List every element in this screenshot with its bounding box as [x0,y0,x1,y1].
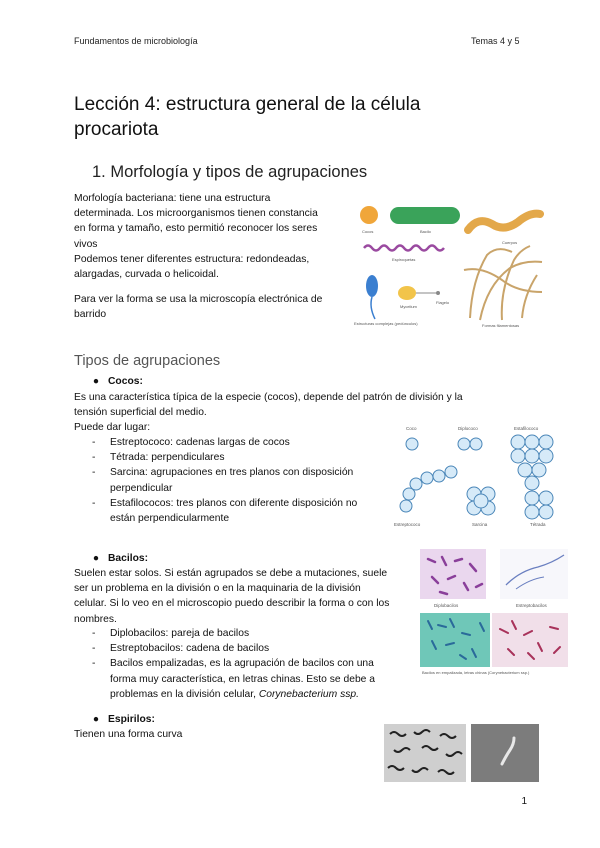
streptococcus-shape [400,466,457,512]
text-line: en forma y tamaño, esto permitió reconocer los seres [74,223,318,235]
bacillus-shape [390,207,460,224]
list-item: - Estreptobacilos: cadena de bacilos [92,641,412,656]
list-item: - Tétrada: perpendiculares [92,450,392,465]
text-line: Podemos tener diferentes estructura: redondeadas, [74,253,310,265]
figure-label: Cocos [362,229,374,234]
sarcina-shape [467,487,495,515]
coccus-shape [360,206,378,224]
text-line: Suelen estar solos. Si están agrupados se debe a mutaciones, suele [74,568,388,579]
figure-label: Flagelo [436,300,450,305]
text-line: celular. Si lo veo en el microscopio puedo describir la forma o con los [74,598,390,610]
figure-label: Sarcina [472,522,488,527]
tetrad-shape [525,491,553,519]
bullet-title: Espirilos: [108,714,155,725]
cocos-bullet [84,375,143,389]
header-right: Temas 4 y 5 [471,36,520,46]
figure-label: Diplococo [458,426,478,431]
espirilos-text: Tienen una forma curva [74,729,183,740]
budding-cell [398,286,416,300]
section-heading: 1. Morfología y tipos de agrupaciones [92,163,368,181]
list-item: - Diplobacilos: pareja de bacilos [92,626,412,641]
figure-label: Estreptobacilos [516,603,547,608]
bullet-dot: ● [92,714,100,725]
text-line: determinada. Los microorganismos tienen constancia [74,208,318,220]
sem-note [74,292,349,322]
filamentous-forms [464,246,542,320]
spirochete-shape [364,246,444,251]
text-line: vivos [74,238,98,250]
figure-label: Estafilococo [514,426,539,431]
text-line: tensión superficial del medio. [74,407,207,419]
bullet-title: Cocos: [108,376,143,387]
micrograph-estreptobacilos [500,549,568,599]
morphology-figure [352,200,548,330]
text-line: Para ver la forma se usa la microscopía electrónica de [74,294,323,305]
cocos-list [92,435,392,526]
figure-label: Formas filamentosas [482,323,520,328]
bacilos-list [92,626,412,702]
page-number: 1 [521,796,527,807]
cocci-arrangement-figure [392,420,570,530]
staphylococcus-shape [511,435,553,490]
micrograph-chinese-letters [492,613,568,667]
figure-label: Coco [406,426,417,431]
list-item: - Bacilos empalizadas, es la agrupación de bacilos con una forma muy característica, en letras chinas. Esto se debe a problemas en la división celular, Corynebacterium ssp. [92,656,412,702]
bullet-title: Bacilos: [108,553,149,564]
curved-rod-shape [468,214,540,230]
bacilos-text [74,566,419,627]
text-line: Morfología bacteriana: tiene una estructura [74,193,271,204]
text-line: Es una característica típica de la especie (cocos), depende del patrón de división y la [74,392,463,403]
micrograph-diplobacilos [420,549,486,599]
figure-label: Espiroquetas [392,257,416,262]
list-item: - Estreptococo: cadenas largas de cocos [92,435,392,450]
header-left: Fundamentos de microbiología [74,36,198,46]
text-line: Puede dar lugar: [74,422,151,434]
text-line: alargadas, curvada o helicoidal. [74,269,219,281]
bullet-dot: ● [92,553,100,564]
list-item: - Estafilococos: tres planos con diferente disposición no están perpendicularmente [92,496,392,526]
list-item: - Sarcina: agrupaciones en tres planos con disposición perpendicular [92,465,392,495]
figure-label: Cuerpos [502,240,518,245]
bacilos-bullet [84,552,148,566]
text-line: ser un problema en la división o en la maquinaria de la división [74,583,361,595]
text-line: barrido [74,309,107,321]
figure-label: Bacilo [420,229,431,234]
italic-species: Corynebacterium ssp. [258,688,359,700]
bacilli-micrographs [420,549,570,681]
intro-paragraph [74,191,349,282]
subsection-heading: Tipos de agrupaciones [74,353,221,369]
espirilos-bullet [84,713,155,727]
lesson-title: Lección 4: estructura general de la célula procariota [74,94,421,140]
figure-caption: Bacilos en empalizada, letras chinas (Corynebacterium ssp.) [422,670,530,675]
coco-shape [406,438,418,450]
figure-label: Diplobacilos [434,603,459,608]
spirilla-micrographs [384,724,554,782]
stalked-cell [366,275,378,297]
bullet-dot: ● [92,376,100,387]
figure-label: Mycelium [400,304,417,309]
micrograph-palisade [420,613,490,667]
micrograph-sem-spirillum [471,724,539,782]
figure-label: Estreptococo [394,522,421,527]
figure-label: Estructuras complejas (pedúnculos) [354,321,418,326]
text-line: nombres. [74,613,117,625]
figure-label: Tétrada [530,522,546,527]
